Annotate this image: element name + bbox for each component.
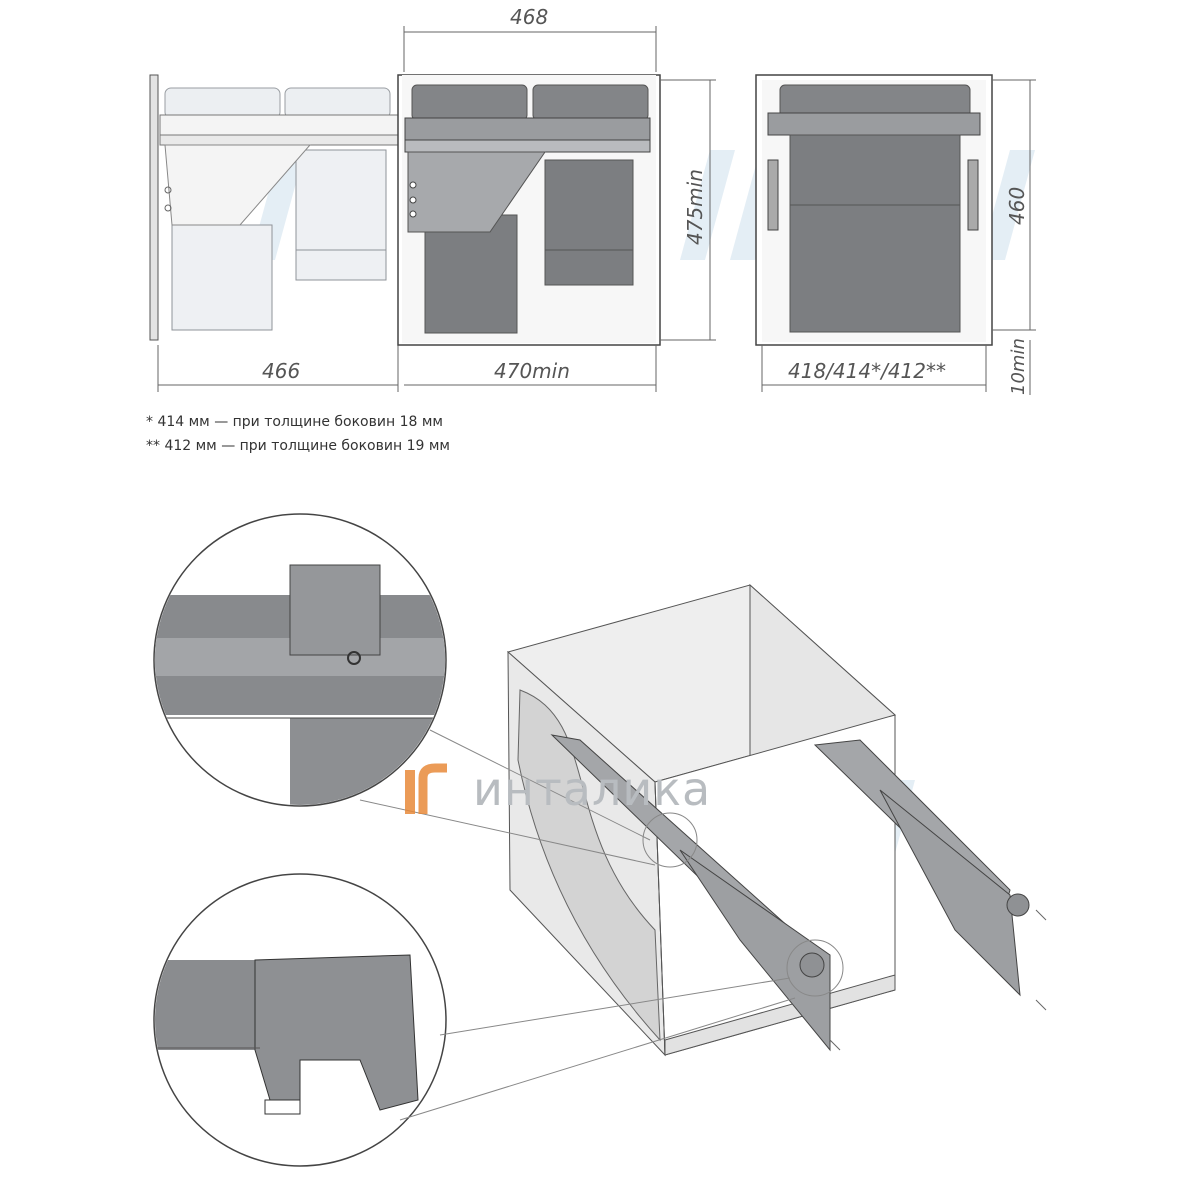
dim-height-right: 460 xyxy=(1005,186,1029,225)
brand-icon xyxy=(403,762,463,822)
footnote-412: ** 412 мм — при толщине боковин 19 мм xyxy=(146,438,450,454)
dim-depth-left: 466 xyxy=(262,359,301,383)
dim-depth-min: 470min xyxy=(494,359,570,383)
brand-name: инталика xyxy=(473,762,712,816)
dim-width-inner: 418/414*/412** xyxy=(788,359,946,383)
front-section-view xyxy=(398,26,716,392)
dim-height-min: 475min xyxy=(683,169,707,245)
brand-logo xyxy=(403,762,803,822)
footnote-414: * 414 мм — при толщине боковин 18 мм xyxy=(146,414,443,430)
dim-bottom-gap: 10min xyxy=(1008,338,1029,395)
dim-width-top: 468 xyxy=(510,5,549,29)
